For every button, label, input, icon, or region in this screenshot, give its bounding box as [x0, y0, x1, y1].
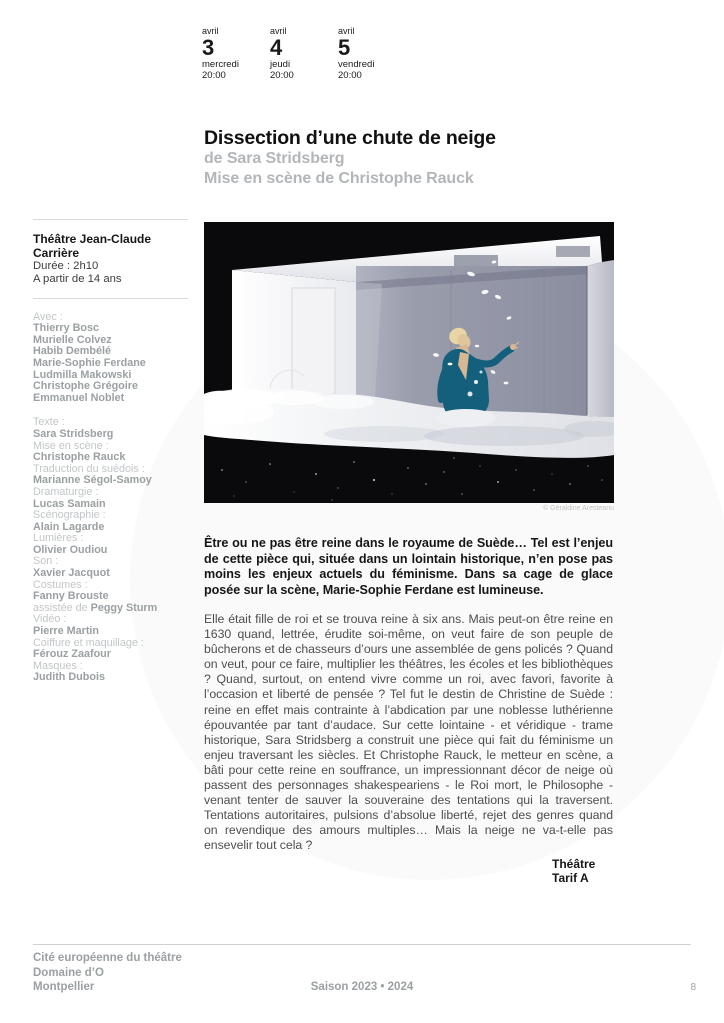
venue-name: Théâtre Jean-Claude Carrière	[33, 232, 152, 260]
credit-line: Traduction du suédois :	[33, 462, 145, 475]
credit-line: Scénographie :	[33, 509, 106, 522]
date-month: avril	[270, 26, 287, 36]
date-weekday: jeudi	[270, 59, 291, 70]
cast-line: Emmanuel Noblet	[33, 391, 125, 404]
tarif-label: Tarif A	[552, 870, 589, 885]
cast-line: Avec :	[33, 310, 63, 323]
credit-line: Coiffure et maquillage :	[33, 636, 144, 649]
footer-org-line: Domaine d’O	[33, 966, 104, 979]
date-time: 20:00	[338, 69, 362, 81]
credit-line: Mise en scène :	[33, 439, 109, 452]
credit-line: Pierre Martin	[33, 625, 100, 638]
date-time: 20:00	[270, 69, 294, 81]
cast-list	[33, 312, 188, 405]
title-block	[204, 127, 624, 188]
age-rating: A partir de 14 ans	[33, 272, 122, 285]
credit-line: Son :	[33, 555, 59, 568]
credit-line: Lucas Samain	[33, 497, 106, 510]
footer-org-line: Cité européenne du théâtre	[33, 952, 182, 964]
credit-line: Alain Lagarde	[33, 520, 105, 533]
footer-org-line: Montpellier	[33, 981, 95, 994]
credit-line: Costumes :	[33, 578, 88, 591]
sidebar-divider-rule	[33, 298, 188, 299]
credit-line: Christophe Rauck	[33, 451, 126, 464]
sidebar-top-rule	[33, 219, 188, 220]
performance-dates	[202, 26, 406, 81]
credit-line: Vidéo :	[33, 613, 67, 626]
performance-date	[270, 26, 338, 81]
date-time: 20:00	[202, 69, 226, 81]
credit-line: Judith Dubois	[33, 671, 105, 684]
credit-line: Férouz Zaafour	[33, 648, 111, 661]
cast-line: Ludmilla Makowski	[33, 368, 132, 381]
credit-line: Lumières :	[33, 532, 84, 545]
article-body: Elle était fille de roi et se trouva reine à six ans. Mais peut-on être reine en 1630 quand, lettrée, érudite soi-même, on veut faire de son peuple de bûcherons et de chasseurs d’ours une assemblée de gens policés ? Quand on veut, pour ce faire, multiplier les théâtres, les écoles et les bibliothèques ? Quand, surtout, on entend vivre comme un roi, avec favori, favorite à l’occasion et liberté de pensée ? Tel fut le destin de Christine de Suède : reine en effet mais contrainte à l’abdication par une noblesse luthérienne épouvantée par tant d’audace. Sur cette lointaine - et véridique - trame historique, Sara Stridsberg a construit une pièce qui fait du féminisme un enjeu traversant les siècles. Et Christophe Rauck, le metteur en scène, a bâti pour cette reine en souffrance, un impressionnant décor de neige où passent des personnages shakespeariens - le Roi mort, le Philosophe - venant tenter de sauver la souveraine des tentations qui la traversent. Tentations autoritaires, pulsions d’absolue liberté, rejet des genres quand on revendique des amours multiples… Mais la neige ne va-t-elle pas ensevelir tout cela ?	[204, 612, 613, 853]
date-weekday: mercredi	[202, 59, 239, 70]
credit-line: Dramaturgie :	[33, 485, 99, 498]
credit-line: Fanny Brouste	[33, 590, 109, 603]
credit-line: assistée de Peggy Sturm	[33, 601, 158, 614]
show-staging: Mise en scène de Christophe Rauck	[204, 169, 474, 187]
credit-line: Xavier Jacquot	[33, 567, 110, 580]
date-weekday: vendredi	[338, 59, 375, 70]
article-intro: Être ou ne pas être reine dans le royaume de Suède… Tel est l’enjeu de cette pièce qui, située dans un lointain historique, n’en pose pas moins les enjeux actuels du féminisme. Dans sa cage de glace posée sur la scène, Marie-Sophie Ferdane est lumineuse.	[204, 536, 613, 597]
date-month: avril	[202, 26, 219, 36]
cast-line: Murielle Colvez	[33, 333, 112, 346]
category-label: Théâtre	[552, 857, 596, 871]
cast-line: Habib Dembélé	[33, 345, 111, 358]
season-label: Saison 2023 • 2024	[310, 981, 414, 993]
credit-line: Marianne Ségol-Samoy	[33, 474, 152, 487]
date-day-number: 4	[270, 35, 282, 60]
page-number: 8	[690, 982, 696, 993]
date-day-number: 5	[338, 35, 350, 60]
sidebar	[33, 219, 188, 684]
credit-line: Olivier Oudiou	[33, 543, 108, 556]
credit-line: Sara Stridsberg	[33, 427, 114, 440]
date-day-number: 3	[202, 35, 214, 60]
credit-line: Masques :	[33, 659, 83, 672]
show-author: de Sara Stridsberg	[204, 150, 345, 167]
cast-line: Christophe Grégoire	[33, 380, 138, 393]
cast-line: Thierry Bosc	[33, 322, 100, 335]
show-duration: Durée : 2h10	[33, 260, 99, 272]
show-title: Dissection d’une chute de neige	[204, 127, 496, 149]
category-tarif-block	[552, 858, 595, 885]
credits-list	[33, 417, 188, 684]
credit-line: Texte :	[33, 416, 65, 429]
performance-date	[338, 26, 406, 81]
photo-credit: © Géraldine Aresteanu	[543, 505, 614, 512]
cast-line: Marie-Sophie Ferdane	[33, 356, 146, 369]
date-month: avril	[338, 26, 355, 36]
stage-photo-graphic	[204, 222, 614, 503]
stage-photo	[204, 222, 614, 503]
footer-rule	[33, 944, 691, 945]
performance-date	[202, 26, 270, 81]
